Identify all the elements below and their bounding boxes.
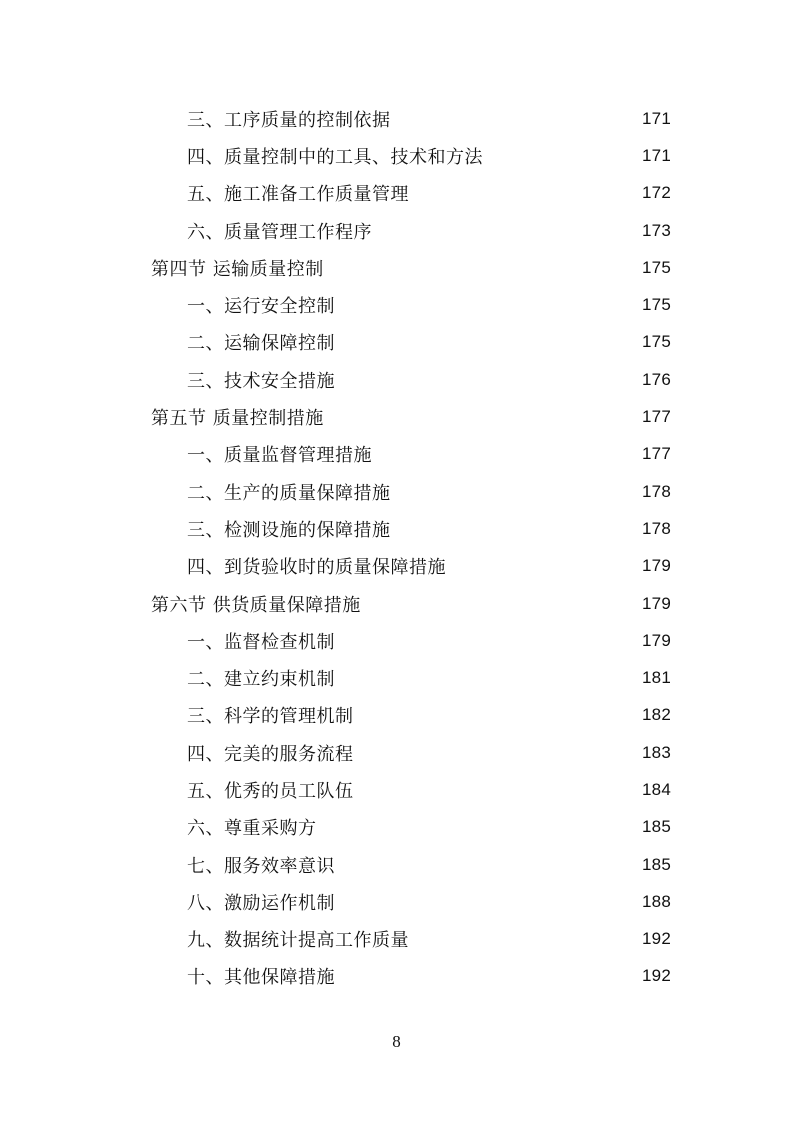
dot-leader [357,747,640,759]
toc-entry-page: 176 [642,369,671,389]
toc-entry-page: 179 [642,630,671,650]
toc-entry[interactable] [0,137,793,174]
toc-section-title: 第五节 质量控制措施 [151,408,324,430]
toc-entry-page: 178 [642,481,671,501]
dot-leader [375,448,639,460]
dot-leader [357,784,640,796]
toc-entry[interactable] [0,734,793,771]
table-of-contents [0,100,793,995]
toc-entry-title: 三、检测设施的保障措施 [187,519,391,541]
toc-entry-page: 175 [642,295,671,315]
dot-leader [357,709,640,721]
toc-entry-page: 188 [642,891,671,911]
dot-leader [338,672,639,684]
toc-entry-title: 四、质量控制中的工具、技术和方法 [187,146,483,168]
toc-entry-page: 171 [642,145,671,165]
toc-entry[interactable] [0,175,793,212]
toc-section-entry[interactable] [0,398,793,435]
toc-entry[interactable] [0,883,793,920]
toc-entry-title: 六、尊重采购方 [187,818,317,840]
dot-leader [338,859,639,871]
toc-entry-page: 175 [642,332,671,352]
dot-leader [394,113,640,125]
dot-leader [394,523,640,535]
toc-entry-page: 179 [642,556,671,576]
toc-entry-title: 三、科学的管理机制 [187,706,354,728]
dot-leader [375,225,639,237]
page-number: 8 [392,1032,401,1051]
toc-entry-page: 185 [642,854,671,874]
toc-entry[interactable] [0,697,793,734]
toc-entry-page: 178 [642,518,671,538]
toc-entry-page: 172 [642,183,671,203]
toc-entry[interactable] [0,622,793,659]
toc-entry-page: 182 [642,705,671,725]
toc-entry[interactable] [0,286,793,323]
toc-entry[interactable] [0,809,793,846]
toc-entry-page: 177 [642,444,671,464]
toc-entry[interactable] [0,659,793,696]
toc-entry[interactable] [0,510,793,547]
toc-entry-title: 一、质量监督管理措施 [187,445,372,467]
toc-entry[interactable] [0,921,793,958]
toc-entry-title: 四、完美的服务流程 [187,743,354,765]
toc-entry-title: 八、激励运作机制 [187,892,335,914]
toc-entry-title: 十、其他保障措施 [187,967,335,989]
toc-entry-page: 175 [642,257,671,277]
toc-entry[interactable] [0,324,793,361]
toc-entry-title: 七、服务效率意识 [187,855,335,877]
dot-leader [338,374,639,386]
toc-entry-page: 177 [642,407,671,427]
toc-entry-title: 五、优秀的员工队伍 [187,780,354,802]
toc-entry-title: 五、施工准备工作质量管理 [187,184,409,206]
toc-entry-page: 192 [642,929,671,949]
toc-entry-page: 184 [642,779,671,799]
toc-entry-page: 185 [642,817,671,837]
toc-entry-page: 181 [642,668,671,688]
dot-leader [486,150,639,162]
toc-entry[interactable] [0,361,793,398]
dot-leader [412,933,639,945]
dot-leader [364,598,639,610]
toc-entry-title: 三、技术安全措施 [187,370,335,392]
toc-entry-title: 一、监督检查机制 [187,631,335,653]
toc-entry-title: 九、数据统计提高工作质量 [187,930,409,952]
toc-entry[interactable] [0,212,793,249]
dot-leader [394,486,640,498]
dot-leader [338,299,639,311]
dot-leader [449,560,639,572]
toc-entry[interactable] [0,846,793,883]
dot-leader [338,896,639,908]
toc-entry[interactable] [0,548,793,585]
toc-entry-page: 192 [642,966,671,986]
toc-entry-title: 二、生产的质量保障措施 [187,482,391,504]
toc-entry[interactable] [0,100,793,137]
toc-entry[interactable] [0,958,793,995]
toc-entry-title: 二、建立约束机制 [187,669,335,691]
toc-entry-title: 四、到货验收时的质量保障措施 [187,557,446,579]
dot-leader [412,187,639,199]
dot-leader [338,336,639,348]
toc-entry-page: 173 [642,220,671,240]
toc-section-title: 第六节 供货质量保障措施 [151,594,361,616]
toc-entry[interactable] [0,473,793,510]
toc-entry-title: 二、运输保障控制 [187,333,335,355]
toc-entry-page: 183 [642,742,671,762]
dot-leader [327,262,639,274]
dot-leader [327,411,639,423]
dot-leader [320,821,640,833]
toc-entry-title: 一、运行安全控制 [187,296,335,318]
toc-entry-page: 179 [642,593,671,613]
toc-entry-page: 171 [642,108,671,128]
toc-section-entry[interactable] [0,585,793,622]
toc-entry[interactable] [0,436,793,473]
toc-section-entry[interactable] [0,249,793,286]
dot-leader [338,970,639,982]
toc-entry-title: 三、工序质量的控制依据 [187,109,391,131]
toc-entry-title: 六、质量管理工作程序 [187,221,372,243]
toc-entry[interactable] [0,771,793,808]
dot-leader [338,635,639,647]
toc-section-title: 第四节 运输质量控制 [151,258,324,280]
